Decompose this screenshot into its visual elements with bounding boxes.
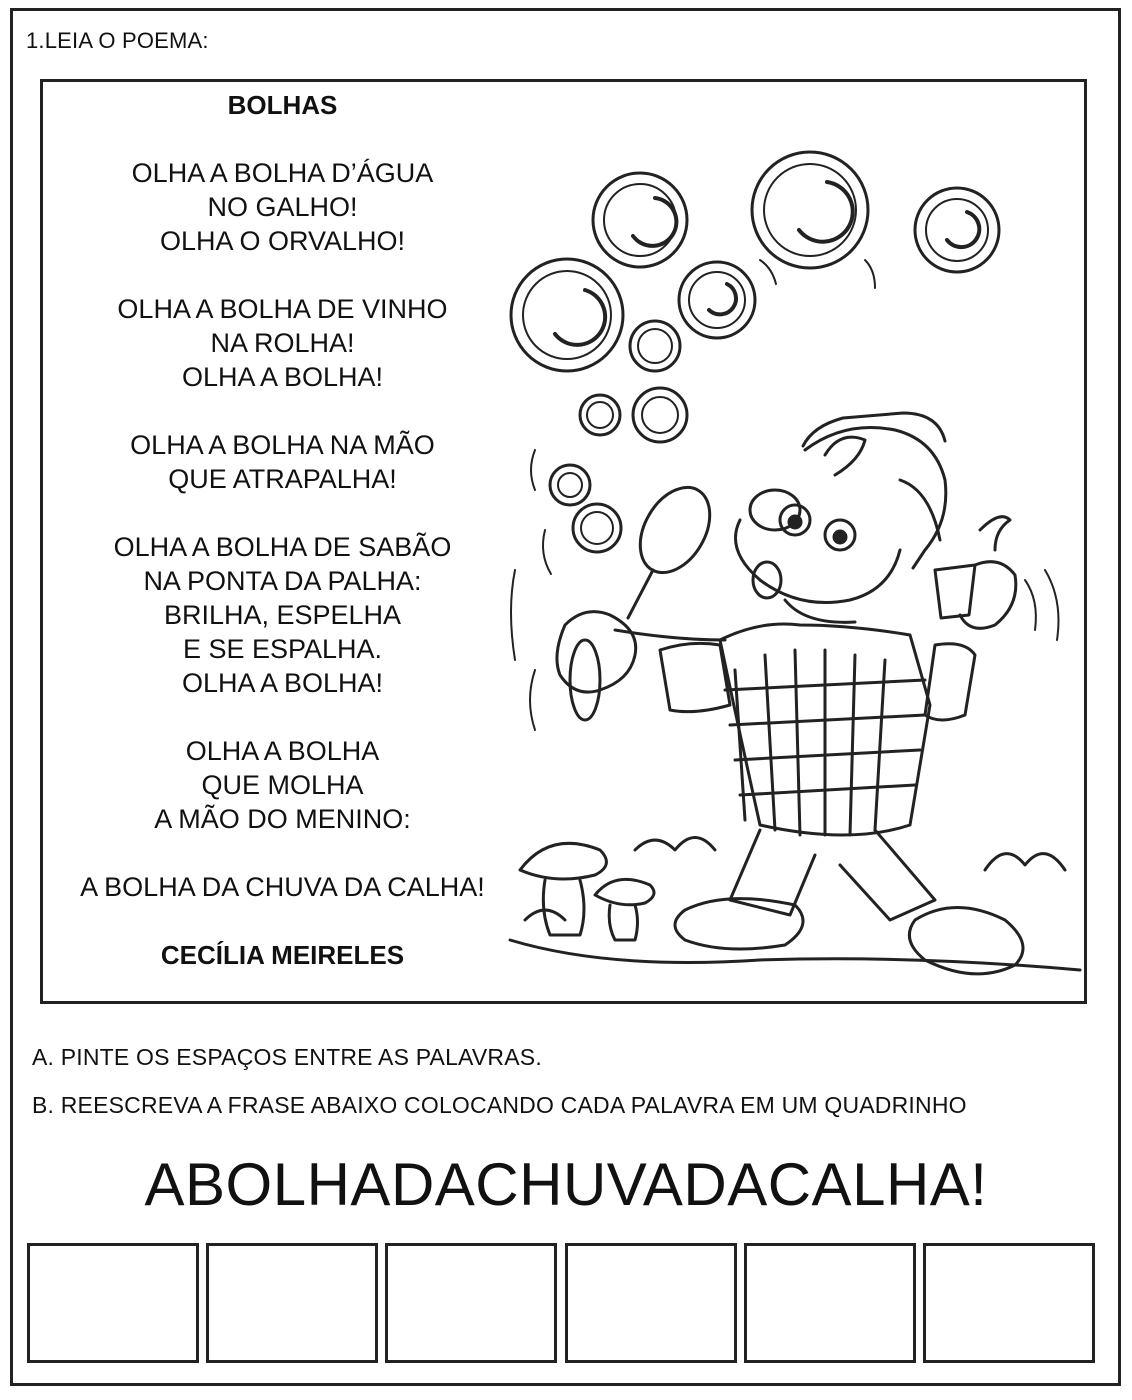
- boy-head-icon: [736, 413, 946, 622]
- poem-line: NO GALHO!: [207, 192, 358, 222]
- answer-box[interactable]: [923, 1243, 1095, 1363]
- poem-line: OLHA A BOLHA D’ÁGUA: [131, 158, 434, 188]
- poem-line: OLHA A BOLHA!: [181, 362, 384, 392]
- poem-line: NA ROLHA!: [210, 328, 355, 358]
- stanza-6: [45, 870, 520, 904]
- cup-icon: [935, 517, 1016, 629]
- poem-line: OLHA A BOLHA DE SABÃO: [113, 532, 452, 562]
- poem-line: QUE MOLHA: [201, 770, 364, 800]
- task-b-text: B. REESCREVA A FRASE ABAIXO COLOCANDO CADA PALAVRA EM UM QUADRINHO: [32, 1092, 967, 1118]
- task-a-text: A. PINTE OS ESPAÇOS ENTRE AS PALAVRAS.: [32, 1044, 542, 1070]
- poem-line: BRILHA, ESPELHA: [163, 600, 402, 630]
- poem: [45, 88, 520, 972]
- poem-line: OLHA A BOLHA: [185, 736, 380, 766]
- bubbles-icon: [511, 152, 999, 552]
- stanza-3: [45, 428, 520, 496]
- stanza-1: [45, 156, 520, 258]
- poem-line: OLHA A BOLHA!: [181, 668, 384, 698]
- plaid-shirt-icon: [660, 624, 975, 835]
- answer-box[interactable]: [385, 1243, 557, 1363]
- poem-line: OLHA A BOLHA NA MÃO: [130, 430, 435, 460]
- boy-legs-icon: [675, 830, 1023, 974]
- answer-box[interactable]: [27, 1243, 199, 1363]
- poem-title: BOLHAS: [227, 90, 338, 120]
- poem-line: E SE ESPALHA.: [182, 634, 383, 664]
- instruction-text: 1.LEIA O POEMA:: [26, 28, 209, 53]
- answer-box[interactable]: [206, 1243, 378, 1363]
- stanza-2: [45, 292, 520, 394]
- poem-author: CECÍLIA MEIRELES: [160, 940, 405, 970]
- poem-line: A MÃO DO MENINO:: [154, 804, 411, 834]
- boy-blowing-bubbles-illustration: [505, 150, 1085, 1002]
- poem-line: NA PONTA DA PALHA:: [143, 566, 422, 596]
- poem-line: OLHA A BOLHA DE VINHO: [117, 294, 448, 324]
- answer-boxes: [27, 1243, 1095, 1365]
- poem-line: OLHA O ORVALHO!: [159, 226, 406, 256]
- poem-line: QUE ATRAPALHA!: [168, 464, 397, 494]
- poem-line: A BOLHA DA CHUVA DA CALHA!: [80, 872, 485, 902]
- answer-box[interactable]: [744, 1243, 916, 1363]
- stanza-5: [45, 734, 520, 836]
- answer-box[interactable]: [565, 1243, 737, 1363]
- stanza-4: [45, 530, 520, 700]
- target-sentence: ABOLHADACHUVADACALHA!: [144, 1151, 988, 1218]
- bubble-wand-icon: [557, 475, 725, 720]
